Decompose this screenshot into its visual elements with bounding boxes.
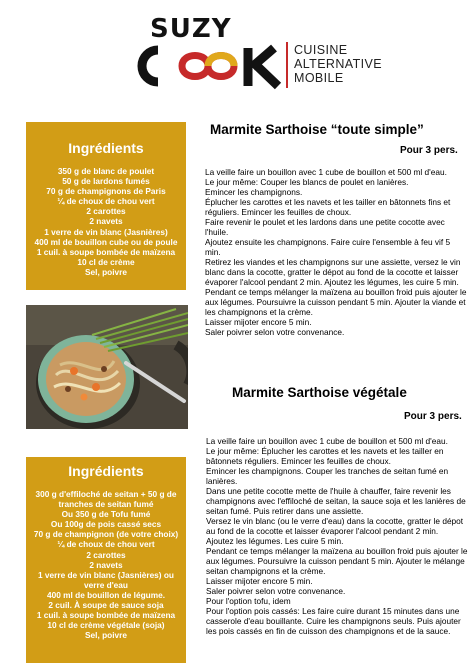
step-line: Pendant ce temps mélanger la maïzena au bouillon froid puis ajouter le (206, 546, 468, 556)
step-line: champignons avec l'effiloché de seitan, la sauce soja et les lanières de (206, 496, 466, 506)
ingredient-item: 350 g de blanc de poulet (57, 166, 155, 176)
ingredient-item: 50 g de lardons fumés (62, 176, 150, 187)
step-line: Emincer les champignons. Couper les tranches de seitan fumé en (206, 466, 449, 476)
step-line: La veille faire un bouillon avec 1 cube de bouillon et 500 ml d'eau. (205, 167, 447, 177)
step-line: Pour l'option pois cassés: Les faire cuire durant 15 minutes dans une (206, 606, 460, 616)
step-line: Pour l'option tofu, idem (206, 596, 291, 606)
step-line: La veille faire un bouillon avec 1 cube de bouillon et 500 ml d'eau. (206, 436, 448, 446)
ingredient-item: 1 cuil. à soupe bombée de maïzena (36, 246, 176, 257)
dish-illustration (26, 305, 188, 429)
recipe-title: Marmite Sarthoise végétale (232, 385, 407, 400)
step-line: Emincer les champignons. (205, 187, 303, 197)
recipe-title: Marmite Sarthoise “toute simple” (210, 122, 424, 137)
logo-divider (286, 42, 294, 88)
step-line: Faire revenir le poulet et les lardons dans une petite cocotte avec l'huile. (205, 217, 445, 237)
recipe-steps (205, 167, 467, 337)
ingredient-item: verre d'eau (84, 579, 128, 590)
ingredient-item: tranches de seitan fumé (58, 499, 154, 510)
step-line: aux légumes. Poursuivre la cuisson pendant 5 min. Ajouter la viande et (205, 297, 466, 307)
ingredient-item: Ou 100g de pois cassé secs (50, 519, 162, 530)
logo-cook-mark (124, 42, 284, 90)
step-line: Saler poivrer selon votre convenance. (205, 327, 345, 337)
ingredient-item: 2 carottes (86, 206, 126, 217)
step-line: Versez le vin blanc (ou le verre d'eau) dans la cocotte, gratter le dépot (206, 516, 464, 526)
logo-tagline-3: MOBILE (294, 71, 344, 85)
ingredient-item: 400 ml de bouillon de légume. (46, 589, 166, 600)
step-line: seitan fumé. Puis retirer dans une assiette. (206, 506, 364, 516)
step-line: blanc dans la cocotte, gratter le dépot au fond de la cocotte et laisser (205, 267, 459, 277)
step-line: Laisser mijoter encore 5 min. (205, 317, 312, 327)
ingredients-box-recipe1 (26, 122, 186, 290)
ingredient-item: ¼ de choux de chou vert (57, 196, 155, 207)
recipe-steps (206, 436, 468, 636)
step-line: seitan champignons et la crème. (206, 566, 326, 576)
step-line: au fond de la cocotte et laisser évaporer l'alcool pendant 2 min. (206, 526, 439, 536)
ingredients-list (32, 166, 180, 277)
step-line: réguliers. Emincer les feuilles de choux. (205, 207, 352, 217)
ingredient-item: 10 cl de crème végétale (soja) (47, 620, 165, 631)
brand-logo (120, 14, 382, 94)
step-line: Le jour même: Couper les blancs de poulet en lanières. (205, 177, 409, 187)
step-line: Ajoutez ensuite les champignons. Faire cuire l'ensemble à feu vif 5 min. (205, 237, 451, 257)
servings-label: Pour 3 pers. (404, 411, 462, 422)
step-line: bâtonnets réguliers. Emincer les feuilles de choux. (206, 456, 391, 466)
ingredient-item: 70 g de champignons de Paris (46, 186, 166, 197)
step-line: aux légumes. Poursuivre la cuisson pendant 5 min. Ajouter le mélange (206, 556, 465, 566)
ingredients-list (32, 489, 180, 640)
step-line: Retirez les viandes et les champignons sur une assiette, versez le vin (205, 257, 461, 267)
ingredient-item: Sel, poivre (85, 266, 127, 277)
step-line: lanières. (206, 476, 238, 486)
ingredient-item: 2 cuil. À soupe de sauce soja (48, 600, 164, 611)
step-line: Le jour même: Éplucher les carottes et les navets et les tailler en (206, 446, 444, 456)
step-line: Pendant ce temps mélanger la maïzena au bouillon froid puis ajouter le (205, 287, 467, 297)
ingredient-item: 1 verre de vin blanc (Jasnières) ou (37, 569, 175, 580)
step-line: Ajoutez les légumes. Les cuire 5 min. (206, 536, 344, 546)
ingredient-item: 10 cl de crème (77, 256, 135, 267)
ingredient-item: 400 ml de bouillon cube ou de poule (34, 236, 178, 247)
step-line: les pois cassés en fin de cuisson des champignons et de la sauce. (206, 626, 451, 636)
step-line: évaporer l'alcool pendant 2 min. Ajoutez les légumes, les cuire 5 min. (205, 277, 459, 287)
step-line: Dans une petite cocotte mette de l'huile à chauffer, faire revenir les (206, 486, 451, 496)
servings-label: Pour 3 pers. (400, 145, 458, 156)
ingredient-item: ¼ de choux de chou vert (57, 539, 155, 550)
ingredients-title: Ingrédients (68, 140, 144, 156)
step-line: les champignons et la crème. (205, 307, 313, 317)
step-line: casserole d'eau bouillante. Cuire les champignons seuls. Puis ajouter (206, 616, 461, 626)
step-line: Laisser mijoter encore 5 min. (206, 576, 313, 586)
ingredient-item: 1 verre de vin blanc (Jasnières) (44, 226, 168, 237)
ingredient-item: 70 g de champignon (de votre choix) (33, 529, 179, 540)
ingredient-item: 1 cuil. à soupe bombée de maïzena (36, 610, 176, 621)
ingredients-box-recipe2 (26, 457, 186, 663)
logo-tagline-1: CUISINE (294, 43, 348, 57)
logo-tagline-2: ALTERNATIVE (294, 57, 382, 71)
ingredient-item: 2 carottes (86, 549, 126, 560)
ingredient-item: 2 navets (89, 216, 123, 227)
ingredient-item: Sel, poivre (85, 630, 127, 641)
step-line: Éplucher les carottes et les navets et les tailler en bâtonnets fins et (205, 197, 451, 207)
logo-word-suzy: SUZY (150, 14, 232, 44)
ingredient-item: Ou 350 g de Tofu fumé (61, 509, 151, 520)
ingredient-item: 2 navets (89, 559, 123, 570)
step-line: Saler poivrer selon votre convenance. (206, 586, 346, 596)
ingredients-title: Ingrédients (68, 463, 144, 479)
ingredient-item: 300 g d'effiloché de seitan + 50 g de (35, 489, 177, 499)
dish-photo (26, 305, 188, 429)
